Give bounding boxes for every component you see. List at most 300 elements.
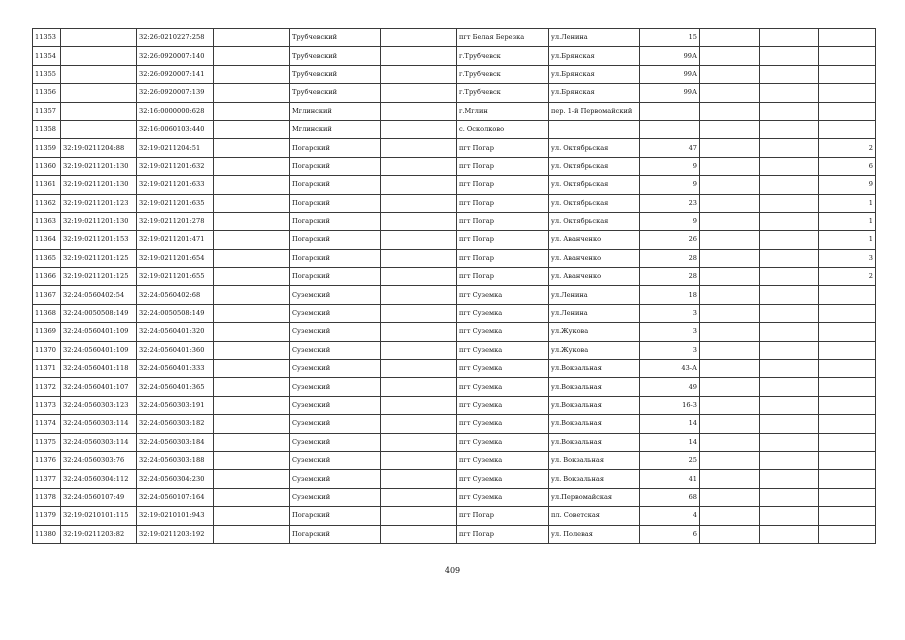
cell-prev-cadastral-number: 32:24:0560401:118 bbox=[61, 360, 137, 378]
cell-street: ул.Ленина bbox=[549, 304, 640, 322]
cell-extra-col-3 bbox=[700, 65, 760, 83]
cell-locality: пгт Белая Березка bbox=[457, 29, 549, 47]
cell-extra-col-1 bbox=[214, 249, 290, 267]
cell-locality: пгт Погар bbox=[457, 507, 549, 525]
cell-extra-col-1 bbox=[214, 84, 290, 102]
cell-street: ул.Вокзальная bbox=[549, 433, 640, 451]
table-row bbox=[33, 84, 876, 102]
cell-extra-col-3 bbox=[700, 47, 760, 65]
cell-locality: пгт Суземка bbox=[457, 378, 549, 396]
cell-house-number bbox=[640, 120, 700, 138]
cell-extra-col-3 bbox=[700, 304, 760, 322]
cell-district: Погарский bbox=[290, 268, 381, 286]
table-row bbox=[33, 470, 876, 488]
cell-record-number: 11358 bbox=[33, 120, 61, 138]
cell-extra-col-4 bbox=[760, 249, 819, 267]
cell-street: ул. Полевая bbox=[549, 525, 640, 543]
cell-cadastral-number: 32:19:0211201:635 bbox=[137, 194, 214, 212]
cell-extra-col-4 bbox=[760, 360, 819, 378]
cell-locality: пгт Погар bbox=[457, 268, 549, 286]
table-row bbox=[33, 433, 876, 451]
cell-cadastral-number: 32:24:0560401:320 bbox=[137, 323, 214, 341]
cell-extra-col-4 bbox=[760, 29, 819, 47]
cell-extra-col-2 bbox=[381, 157, 457, 175]
cell-record-number: 11379 bbox=[33, 507, 61, 525]
cell-street: ул. Октябрьская bbox=[549, 157, 640, 175]
cell-prev-cadastral-number: 32:24:0560107:49 bbox=[61, 488, 137, 506]
cell-extra-col-4 bbox=[760, 84, 819, 102]
cell-locality: пгт Суземка bbox=[457, 286, 549, 304]
table-row bbox=[33, 65, 876, 83]
cell-prev-cadastral-number bbox=[61, 47, 137, 65]
cell-locality: г.Трубчевск bbox=[457, 65, 549, 83]
cell-prev-cadastral-number: 32:24:0560402:54 bbox=[61, 286, 137, 304]
cell-house-number: 14 bbox=[640, 433, 700, 451]
cell-prev-cadastral-number: 32:24:0560303:123 bbox=[61, 396, 137, 414]
cell-locality: г.Трубчевск bbox=[457, 84, 549, 102]
table-row bbox=[33, 231, 876, 249]
cell-extra-col-4 bbox=[760, 304, 819, 322]
cell-extra-col-1 bbox=[214, 268, 290, 286]
cell-extra-col-1 bbox=[214, 29, 290, 47]
cell-cadastral-number: 32:24:0560303:191 bbox=[137, 396, 214, 414]
cell-extra-col-4 bbox=[760, 268, 819, 286]
table-row bbox=[33, 157, 876, 175]
cell-quantity bbox=[819, 341, 876, 359]
cell-extra-col-3 bbox=[700, 451, 760, 469]
cell-locality: пгт Суземка bbox=[457, 470, 549, 488]
cell-house-number: 18 bbox=[640, 286, 700, 304]
cell-prev-cadastral-number bbox=[61, 65, 137, 83]
cell-cadastral-number: 32:19:0211204:51 bbox=[137, 139, 214, 157]
cell-street: ул. Октябрьская bbox=[549, 139, 640, 157]
cell-street: ул.Брянская bbox=[549, 65, 640, 83]
table-row bbox=[33, 304, 876, 322]
cell-district: Суземский bbox=[290, 378, 381, 396]
cell-prev-cadastral-number bbox=[61, 102, 137, 120]
cell-extra-col-2 bbox=[381, 102, 457, 120]
table-row bbox=[33, 286, 876, 304]
cell-extra-col-4 bbox=[760, 323, 819, 341]
cell-extra-col-3 bbox=[700, 29, 760, 47]
cell-prev-cadastral-number: 32:19:0210101:115 bbox=[61, 507, 137, 525]
cell-street: ул. Вокзальная bbox=[549, 451, 640, 469]
cell-extra-col-3 bbox=[700, 249, 760, 267]
cell-cadastral-number: 32:26:0920007:140 bbox=[137, 47, 214, 65]
cell-record-number: 11365 bbox=[33, 249, 61, 267]
cell-extra-col-3 bbox=[700, 360, 760, 378]
cell-quantity bbox=[819, 433, 876, 451]
cell-district: Погарский bbox=[290, 212, 381, 230]
cell-extra-col-4 bbox=[760, 470, 819, 488]
cell-record-number: 11377 bbox=[33, 470, 61, 488]
cell-cadastral-number: 32:19:0211201:471 bbox=[137, 231, 214, 249]
cell-cadastral-number: 32:24:0050508:149 bbox=[137, 304, 214, 322]
cell-extra-col-4 bbox=[760, 378, 819, 396]
cell-quantity bbox=[819, 415, 876, 433]
cell-extra-col-1 bbox=[214, 360, 290, 378]
cell-record-number: 11360 bbox=[33, 157, 61, 175]
table-row bbox=[33, 378, 876, 396]
cell-extra-col-4 bbox=[760, 194, 819, 212]
cell-street: ул.Вокзальная bbox=[549, 378, 640, 396]
cell-extra-col-2 bbox=[381, 194, 457, 212]
cell-locality: с. Осколково bbox=[457, 120, 549, 138]
cell-extra-col-1 bbox=[214, 396, 290, 414]
cell-record-number: 11364 bbox=[33, 231, 61, 249]
cell-extra-col-1 bbox=[214, 286, 290, 304]
cell-district: Погарский bbox=[290, 249, 381, 267]
cell-extra-col-2 bbox=[381, 341, 457, 359]
table-row bbox=[33, 341, 876, 359]
cell-extra-col-4 bbox=[760, 451, 819, 469]
cell-extra-col-1 bbox=[214, 231, 290, 249]
table-row bbox=[33, 415, 876, 433]
cell-quantity bbox=[819, 507, 876, 525]
cell-cadastral-number: 32:24:0560303:184 bbox=[137, 433, 214, 451]
table-row bbox=[33, 139, 876, 157]
cell-extra-col-4 bbox=[760, 433, 819, 451]
table-row bbox=[33, 396, 876, 414]
cell-extra-col-3 bbox=[700, 268, 760, 286]
cell-extra-col-1 bbox=[214, 120, 290, 138]
cell-extra-col-2 bbox=[381, 396, 457, 414]
cell-cadastral-number: 32:19:0210101:943 bbox=[137, 507, 214, 525]
cell-locality: пгт Суземка bbox=[457, 341, 549, 359]
cell-locality: пгт Суземка bbox=[457, 304, 549, 322]
cell-extra-col-1 bbox=[214, 304, 290, 322]
cell-district: Суземский bbox=[290, 304, 381, 322]
cell-district: Погарский bbox=[290, 194, 381, 212]
cell-house-number: 49 bbox=[640, 378, 700, 396]
cell-locality: пгт Погар bbox=[457, 249, 549, 267]
cell-extra-col-4 bbox=[760, 139, 819, 157]
cell-extra-col-3 bbox=[700, 139, 760, 157]
table-row bbox=[33, 47, 876, 65]
cell-extra-col-3 bbox=[700, 433, 760, 451]
cell-prev-cadastral-number: 32:24:0560303:76 bbox=[61, 451, 137, 469]
cell-record-number: 11367 bbox=[33, 286, 61, 304]
cell-quantity bbox=[819, 102, 876, 120]
cell-house-number: 68 bbox=[640, 488, 700, 506]
cell-prev-cadastral-number: 32:24:0560303:114 bbox=[61, 415, 137, 433]
cell-extra-col-1 bbox=[214, 102, 290, 120]
cell-prev-cadastral-number: 32:24:0560304:112 bbox=[61, 470, 137, 488]
table-row bbox=[33, 525, 876, 543]
cell-prev-cadastral-number: 32:24:0560401:109 bbox=[61, 323, 137, 341]
cell-street: ул. Вокзальная bbox=[549, 470, 640, 488]
cell-locality: пгт Суземка bbox=[457, 415, 549, 433]
cell-prev-cadastral-number: 32:24:0050508:149 bbox=[61, 304, 137, 322]
cell-extra-col-2 bbox=[381, 65, 457, 83]
cell-cadastral-number: 32:19:0211203:192 bbox=[137, 525, 214, 543]
table-row bbox=[33, 212, 876, 230]
cell-quantity bbox=[819, 29, 876, 47]
cell-district: Суземский bbox=[290, 360, 381, 378]
cell-quantity bbox=[819, 120, 876, 138]
cell-extra-col-3 bbox=[700, 470, 760, 488]
cell-street: ул. Аванченко bbox=[549, 249, 640, 267]
cell-locality: пгт Погар bbox=[457, 525, 549, 543]
cell-prev-cadastral-number: 32:19:0211201:125 bbox=[61, 249, 137, 267]
cell-street bbox=[549, 120, 640, 138]
cell-district: Суземский bbox=[290, 286, 381, 304]
cell-house-number bbox=[640, 102, 700, 120]
cell-street: ул. Аванченко bbox=[549, 231, 640, 249]
cell-record-number: 11354 bbox=[33, 47, 61, 65]
cell-house-number: 9 bbox=[640, 212, 700, 230]
cell-quantity bbox=[819, 451, 876, 469]
cell-locality: г.Трубчевск bbox=[457, 47, 549, 65]
cell-record-number: 11355 bbox=[33, 65, 61, 83]
cell-extra-col-2 bbox=[381, 360, 457, 378]
cell-extra-col-2 bbox=[381, 470, 457, 488]
cell-extra-col-4 bbox=[760, 415, 819, 433]
cell-prev-cadastral-number bbox=[61, 84, 137, 102]
cell-quantity: 3 bbox=[819, 249, 876, 267]
cell-cadastral-number: 32:24:0560303:188 bbox=[137, 451, 214, 469]
cell-house-number: 99А bbox=[640, 65, 700, 83]
cell-house-number: 99А bbox=[640, 47, 700, 65]
cell-prev-cadastral-number bbox=[61, 120, 137, 138]
cell-cadastral-number: 32:24:0560401:360 bbox=[137, 341, 214, 359]
cell-house-number: 28 bbox=[640, 268, 700, 286]
cell-house-number: 4 bbox=[640, 507, 700, 525]
table-body bbox=[33, 29, 876, 544]
cell-district: Погарский bbox=[290, 157, 381, 175]
cell-extra-col-4 bbox=[760, 286, 819, 304]
cell-extra-col-4 bbox=[760, 396, 819, 414]
cell-extra-col-2 bbox=[381, 231, 457, 249]
cell-extra-col-3 bbox=[700, 378, 760, 396]
cell-extra-col-2 bbox=[381, 286, 457, 304]
cell-quantity bbox=[819, 525, 876, 543]
cell-extra-col-3 bbox=[700, 194, 760, 212]
cell-quantity bbox=[819, 378, 876, 396]
cell-record-number: 11362 bbox=[33, 194, 61, 212]
cell-district: Суземский bbox=[290, 396, 381, 414]
cell-street: ул.Вокзальная bbox=[549, 396, 640, 414]
cell-locality: г.Мглин bbox=[457, 102, 549, 120]
cell-house-number: 3 bbox=[640, 341, 700, 359]
cell-street: ул.Первомайская bbox=[549, 488, 640, 506]
cell-extra-col-2 bbox=[381, 415, 457, 433]
cell-extra-col-1 bbox=[214, 470, 290, 488]
cell-record-number: 11380 bbox=[33, 525, 61, 543]
cell-street: ул.Вокзальная bbox=[549, 415, 640, 433]
cell-extra-col-3 bbox=[700, 341, 760, 359]
cell-extra-col-1 bbox=[214, 157, 290, 175]
cell-quantity: 1 bbox=[819, 194, 876, 212]
cell-street: пер. 1-й Первомайский bbox=[549, 102, 640, 120]
cell-record-number: 11366 bbox=[33, 268, 61, 286]
cell-street: ул. Аванченко bbox=[549, 268, 640, 286]
cell-street: ул.Вокзальная bbox=[549, 360, 640, 378]
cell-quantity bbox=[819, 360, 876, 378]
cell-cadastral-number: 32:26:0920007:139 bbox=[137, 84, 214, 102]
cell-house-number: 3 bbox=[640, 323, 700, 341]
cell-cadastral-number: 32:19:0211201:633 bbox=[137, 176, 214, 194]
cell-house-number: 3 bbox=[640, 304, 700, 322]
cell-district: Трубчевский bbox=[290, 65, 381, 83]
cell-extra-col-3 bbox=[700, 176, 760, 194]
cell-prev-cadastral-number: 32:19:0211204:88 bbox=[61, 139, 137, 157]
cell-street: ул.Брянская bbox=[549, 84, 640, 102]
cell-locality: пгт Погар bbox=[457, 212, 549, 230]
cell-locality: пгт Суземка bbox=[457, 451, 549, 469]
cell-street: ул. Октябрьская bbox=[549, 212, 640, 230]
cell-locality: пгт Суземка bbox=[457, 488, 549, 506]
cell-house-number: 15 bbox=[640, 29, 700, 47]
cell-extra-col-2 bbox=[381, 433, 457, 451]
cell-house-number: 6 bbox=[640, 525, 700, 543]
cell-record-number: 11369 bbox=[33, 323, 61, 341]
cell-cadastral-number: 32:26:0920007:141 bbox=[137, 65, 214, 83]
cell-extra-col-4 bbox=[760, 65, 819, 83]
cell-district: Суземский bbox=[290, 323, 381, 341]
cell-extra-col-4 bbox=[760, 507, 819, 525]
cell-district: Погарский bbox=[290, 525, 381, 543]
cell-extra-col-2 bbox=[381, 84, 457, 102]
cell-locality: пгт Погар bbox=[457, 139, 549, 157]
cell-cadastral-number: 32:24:0560401:333 bbox=[137, 360, 214, 378]
cell-prev-cadastral-number: 32:19:0211203:82 bbox=[61, 525, 137, 543]
cell-quantity bbox=[819, 488, 876, 506]
cell-record-number: 11359 bbox=[33, 139, 61, 157]
cell-quantity: 2 bbox=[819, 268, 876, 286]
cell-district: Погарский bbox=[290, 176, 381, 194]
cell-extra-col-1 bbox=[214, 212, 290, 230]
table-row bbox=[33, 120, 876, 138]
cell-extra-col-2 bbox=[381, 212, 457, 230]
cell-quantity: 9 bbox=[819, 176, 876, 194]
cell-prev-cadastral-number: 32:19:0211201:153 bbox=[61, 231, 137, 249]
cell-extra-col-1 bbox=[214, 378, 290, 396]
cell-record-number: 11370 bbox=[33, 341, 61, 359]
cell-quantity bbox=[819, 47, 876, 65]
table-row bbox=[33, 194, 876, 212]
table-row bbox=[33, 102, 876, 120]
cell-cadastral-number: 32:19:0211201:278 bbox=[137, 212, 214, 230]
cell-extra-col-4 bbox=[760, 176, 819, 194]
cell-extra-col-1 bbox=[214, 525, 290, 543]
cell-extra-col-1 bbox=[214, 507, 290, 525]
cell-house-number: 47 bbox=[640, 139, 700, 157]
cell-extra-col-3 bbox=[700, 323, 760, 341]
cell-cadastral-number: 32:19:0211201:654 bbox=[137, 249, 214, 267]
cell-district: Суземский bbox=[290, 470, 381, 488]
cell-house-number: 26 bbox=[640, 231, 700, 249]
cell-extra-col-2 bbox=[381, 525, 457, 543]
table-row bbox=[33, 176, 876, 194]
cell-extra-col-2 bbox=[381, 139, 457, 157]
cell-extra-col-3 bbox=[700, 396, 760, 414]
cell-extra-col-1 bbox=[214, 194, 290, 212]
cell-extra-col-1 bbox=[214, 488, 290, 506]
cell-extra-col-2 bbox=[381, 507, 457, 525]
cell-extra-col-3 bbox=[700, 120, 760, 138]
cell-district: Погарский bbox=[290, 507, 381, 525]
cell-extra-col-4 bbox=[760, 47, 819, 65]
cell-quantity: 2 bbox=[819, 139, 876, 157]
cell-street: ул.Брянская bbox=[549, 47, 640, 65]
cell-quantity bbox=[819, 65, 876, 83]
cell-street: ул.Ленина bbox=[549, 286, 640, 304]
cell-quantity bbox=[819, 304, 876, 322]
cell-extra-col-3 bbox=[700, 157, 760, 175]
cell-extra-col-1 bbox=[214, 341, 290, 359]
cell-prev-cadastral-number: 32:19:0211201:130 bbox=[61, 212, 137, 230]
cell-district: Мглинский bbox=[290, 120, 381, 138]
cell-record-number: 11363 bbox=[33, 212, 61, 230]
cell-prev-cadastral-number: 32:19:0211201:130 bbox=[61, 176, 137, 194]
cell-cadastral-number: 32:24:0560401:365 bbox=[137, 378, 214, 396]
cell-house-number: 28 bbox=[640, 249, 700, 267]
table-row bbox=[33, 323, 876, 341]
cell-extra-col-4 bbox=[760, 157, 819, 175]
cell-extra-col-2 bbox=[381, 488, 457, 506]
cell-extra-col-2 bbox=[381, 268, 457, 286]
cell-locality: пгт Суземка bbox=[457, 360, 549, 378]
cell-district: Погарский bbox=[290, 231, 381, 249]
cell-extra-col-1 bbox=[214, 176, 290, 194]
cell-district: Суземский bbox=[290, 341, 381, 359]
cell-extra-col-1 bbox=[214, 65, 290, 83]
cell-cadastral-number: 32:16:0060103:440 bbox=[137, 120, 214, 138]
cell-extra-col-4 bbox=[760, 231, 819, 249]
cell-street: ул.Жукова bbox=[549, 323, 640, 341]
cell-record-number: 11356 bbox=[33, 84, 61, 102]
table-row bbox=[33, 29, 876, 47]
cell-locality: пгт Погар bbox=[457, 176, 549, 194]
cell-house-number: 23 bbox=[640, 194, 700, 212]
cell-district: Суземский bbox=[290, 415, 381, 433]
cell-cadastral-number: 32:24:0560402:68 bbox=[137, 286, 214, 304]
cell-district: Мглинский bbox=[290, 102, 381, 120]
cell-extra-col-3 bbox=[700, 286, 760, 304]
cell-house-number: 14 bbox=[640, 415, 700, 433]
table-row bbox=[33, 488, 876, 506]
cell-record-number: 11376 bbox=[33, 451, 61, 469]
cell-extra-col-4 bbox=[760, 488, 819, 506]
cell-extra-col-1 bbox=[214, 139, 290, 157]
cell-street: ул.Жукова bbox=[549, 341, 640, 359]
cell-cadastral-number: 32:24:0560107:164 bbox=[137, 488, 214, 506]
cell-extra-col-4 bbox=[760, 341, 819, 359]
cell-street: пл. Советская bbox=[549, 507, 640, 525]
cell-quantity bbox=[819, 84, 876, 102]
cell-quantity bbox=[819, 470, 876, 488]
cell-cadastral-number: 32:24:0560304:230 bbox=[137, 470, 214, 488]
cell-extra-col-3 bbox=[700, 507, 760, 525]
cell-district: Погарский bbox=[290, 139, 381, 157]
cell-prev-cadastral-number: 32:19:0211201:125 bbox=[61, 268, 137, 286]
cell-district: Трубчевский bbox=[290, 47, 381, 65]
cell-house-number: 9 bbox=[640, 176, 700, 194]
cell-extra-col-2 bbox=[381, 323, 457, 341]
cell-extra-col-2 bbox=[381, 47, 457, 65]
cell-extra-col-3 bbox=[700, 212, 760, 230]
cell-extra-col-3 bbox=[700, 488, 760, 506]
cell-quantity: 6 bbox=[819, 157, 876, 175]
cell-record-number: 11374 bbox=[33, 415, 61, 433]
cell-house-number: 9 bbox=[640, 157, 700, 175]
cell-locality: пгт Погар bbox=[457, 194, 549, 212]
cell-locality: пгт Погар bbox=[457, 231, 549, 249]
cell-extra-col-4 bbox=[760, 120, 819, 138]
cell-record-number: 11371 bbox=[33, 360, 61, 378]
cell-extra-col-1 bbox=[214, 47, 290, 65]
